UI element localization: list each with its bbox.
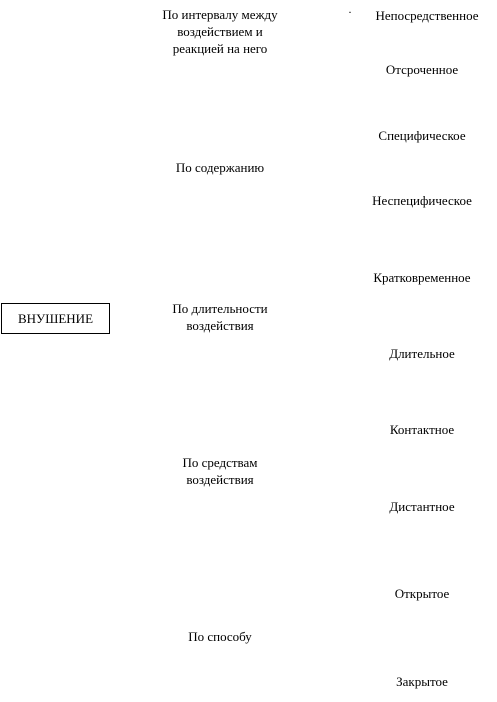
criterion-means: По средствам воздействия [182,455,258,487]
type-long-term: Длительное [389,346,455,361]
type-specific: Специфическое [378,128,466,143]
root-node-label: ВНУШЕНИЕ [17,310,94,326]
criterion-interval: По интервалу между воздействием и реакцией на него [162,7,278,56]
type-closed: Закрытое [396,674,448,689]
type-nonspecific: Неспецифическое [372,193,472,208]
root-node-box [1,303,110,334]
type-open: Открытое [394,586,450,601]
dot-mark: · [348,5,352,19]
criterion-content: По содержанию [175,160,265,175]
type-contact: Контактное [389,422,455,437]
type-distant: Дистантное [389,499,455,514]
type-delayed: Отсроченное [385,62,459,77]
type-short-term: Кратковременное [373,270,471,285]
type-immediate: Непосредственное [375,8,479,23]
criterion-duration: По длительности воздействия [172,301,268,333]
criterion-method: По способу [188,629,252,644]
